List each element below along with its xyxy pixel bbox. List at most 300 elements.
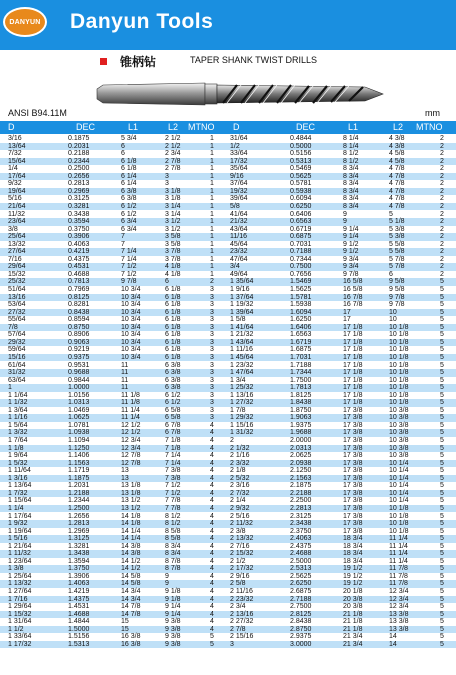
table-cell: 2 7/8 — [165, 157, 181, 165]
table-cell: 5 — [440, 512, 444, 520]
table-row — [0, 362, 456, 370]
table-cell: 9 — [343, 218, 347, 226]
table-cell: 10 3/4 — [121, 316, 141, 324]
table-cell: 2 11/16 — [230, 588, 253, 595]
table-cell: 20 3/8 — [343, 603, 363, 611]
table-cell: 0.4688 — [68, 270, 90, 278]
table-cell: 5 — [389, 210, 393, 218]
table-cell: 49/64 — [230, 270, 248, 278]
table-cell: 63/64 — [8, 376, 26, 384]
table-cell: 15/64 — [8, 157, 26, 165]
table-cell: 2 — [440, 135, 444, 142]
table-cell: 14 — [389, 633, 397, 641]
table-cell: 10 3/8 — [389, 406, 409, 414]
table-cell: 7 1/4 — [121, 255, 137, 263]
table-cell: 13 — [121, 467, 129, 475]
table-cell: 5 — [440, 474, 444, 482]
table-row — [0, 573, 456, 581]
table-row — [0, 505, 456, 513]
table-cell: 5 — [440, 610, 444, 618]
table-cell: 11 — [121, 369, 129, 377]
table-cell: 2 3/32 — [230, 459, 250, 467]
table-cell: 1.9063 — [290, 414, 312, 422]
table-cell: 5 — [440, 346, 444, 354]
table-cell: 2 — [440, 270, 444, 278]
table-cell: 4 5/8 — [389, 157, 405, 165]
table-cell: 9 5/8 — [389, 286, 405, 293]
table-row — [0, 384, 456, 392]
table-cell: 8 5/8 — [165, 535, 181, 543]
table-cell: 5 3/8 — [389, 233, 405, 241]
table-cell: 10 1/4 — [389, 489, 409, 497]
table-cell: 10 1/4 — [389, 459, 409, 467]
table-cell: 27/64 — [8, 248, 26, 256]
table-cell: 5 — [440, 580, 444, 588]
col-header-d-2: D — [233, 122, 240, 132]
table-cell: 4 — [210, 603, 214, 611]
table-cell: 2 5/8 — [230, 580, 246, 588]
table-cell: 1.6250 — [290, 316, 312, 324]
table-cell: 1 11/64 — [8, 467, 31, 475]
table-cell: 2.2813 — [290, 504, 312, 512]
table-cell: 1.8438 — [290, 399, 312, 407]
table-cell: 2.5313 — [290, 565, 312, 573]
table-cell: 1.5156 — [68, 633, 90, 641]
table-cell: 5/8 — [230, 202, 240, 210]
table-cell: 6 1/8 — [165, 316, 181, 324]
table-cell: 14 3/4 — [121, 588, 141, 595]
table-row — [0, 241, 456, 249]
table-cell: 11/32 — [8, 210, 25, 218]
table-cell: 3 — [210, 361, 214, 369]
table-cell: 0.5781 — [290, 180, 312, 188]
table-cell: 10 1/8 — [389, 391, 409, 399]
table-cell: 2.4063 — [290, 535, 312, 543]
table-cell: 9 3/8 — [165, 625, 181, 633]
table-cell: 31/32 — [8, 369, 26, 377]
table-cell: 17 1/8 — [343, 384, 363, 392]
table-cell: 4 — [210, 550, 214, 558]
table-row — [0, 520, 456, 528]
table-cell: 1 1/4 — [8, 504, 24, 512]
table-cell: 0.7344 — [290, 255, 312, 263]
table-cell: 2 1/8 — [230, 467, 246, 475]
table-cell: 1 25/64 — [8, 572, 32, 580]
table-row — [0, 294, 456, 302]
table-row — [0, 429, 456, 437]
table-cell: 7 — [121, 233, 125, 241]
table-cell: 1 7/16 — [8, 595, 28, 603]
table-cell: 5 — [440, 504, 444, 512]
table-cell: 2.2500 — [290, 497, 312, 505]
brand-name: Danyun Tools — [70, 10, 214, 33]
table-cell: 3 1/4 — [165, 202, 181, 210]
table-cell: 6 1/8 — [121, 157, 137, 165]
table-cell: 4 — [210, 467, 214, 475]
table-cell: 1.2656 — [68, 512, 90, 520]
table-cell: 2 23/32 — [230, 595, 254, 603]
table-cell: 21 3/4 — [343, 640, 363, 648]
table-cell: 1.4844 — [68, 618, 90, 626]
table-cell: 1 5/32 — [8, 459, 28, 467]
table-cell: 1.1875 — [68, 474, 90, 482]
table-cell: 1 5/16 — [8, 535, 28, 543]
table-cell: 17 3/8 — [343, 414, 363, 422]
table-cell: 1 7/64 — [8, 437, 28, 444]
table-row — [0, 195, 456, 203]
table-cell: 6 1/2 — [121, 202, 137, 210]
table-cell: 1 25/32 — [230, 384, 254, 392]
table-cell: 7 3/8 — [165, 467, 181, 475]
table-row — [0, 263, 456, 271]
table-cell: 9 — [343, 210, 347, 218]
unit-label: mm — [425, 108, 440, 118]
table-cell: 14 3/8 — [121, 550, 141, 558]
table-cell: 2 — [440, 157, 444, 165]
table-cell: 3 1/8 — [165, 187, 181, 195]
table-cell: 0.6406 — [290, 210, 312, 218]
table-cell: 2 — [440, 233, 444, 241]
table-cell: 7 1/2 — [121, 263, 137, 271]
table-row — [0, 513, 456, 521]
table-cell: 0.2813 — [68, 180, 90, 188]
table-cell: 2 1/32 — [230, 444, 250, 452]
table-cell: 1.4375 — [68, 595, 90, 603]
table-cell: 1 21/32 — [230, 331, 254, 339]
table-row — [0, 180, 456, 188]
table-cell: 9 — [165, 572, 169, 580]
table-cell: 21 3/4 — [343, 633, 363, 641]
page-title-cn: 锥柄钻 — [120, 55, 157, 69]
table-cell: 9 5/8 — [389, 278, 405, 286]
title-marker-icon — [100, 58, 107, 65]
table-cell: 1 3/64 — [8, 406, 28, 414]
table-cell: 6 3/8 — [165, 376, 181, 384]
table-cell: 10 3/8 — [389, 421, 409, 429]
table-cell: 4 1/8 — [165, 270, 181, 278]
table-cell: 1 21/64 — [8, 542, 32, 550]
table-cell: 3 — [210, 338, 214, 346]
table-cell: 1 9/16 — [230, 286, 250, 293]
table-cell: 1 19/64 — [8, 527, 32, 535]
table-cell: 9 1/2 — [343, 248, 359, 256]
table-cell: 1 5/8 — [230, 316, 246, 324]
table-cell: 6 3/8 — [121, 187, 137, 195]
table-cell: 5 7/8 — [389, 263, 405, 271]
table-cell: 1 — [210, 233, 214, 241]
table-cell: 1 — [210, 240, 214, 248]
table-cell: 3 — [210, 406, 214, 414]
table-cell: 2 — [230, 437, 234, 444]
table-cell: 4 — [210, 504, 214, 512]
table-cell: 17 3/8 — [343, 497, 363, 505]
table-cell: 2 — [440, 210, 444, 218]
table-cell: 3 7/8 — [165, 248, 181, 256]
table-row — [0, 324, 456, 332]
table-cell: 1.0938 — [68, 429, 90, 437]
table-cell: 4 — [210, 520, 214, 528]
table-cell: 1 15/32 — [8, 610, 32, 618]
table-cell: 1 27/64 — [8, 588, 32, 595]
table-cell: 6 1/8 — [165, 353, 181, 361]
table-row — [0, 173, 456, 181]
table-cell: 10 3/8 — [389, 437, 409, 444]
table-cell: 19/64 — [8, 187, 26, 195]
table-cell: 8 3/4 — [343, 202, 359, 210]
table-cell: 2 1/2 — [165, 135, 181, 142]
table-cell: 53/64 — [8, 301, 26, 309]
table-cell: 10 1/8 — [389, 353, 409, 361]
table-row — [0, 445, 456, 453]
table-cell: 1.1406 — [68, 452, 90, 460]
table-cell: 17 3/8 — [343, 459, 363, 467]
table-cell: 9 7/8 — [389, 293, 405, 301]
table-cell: 5 — [440, 633, 444, 641]
table-cell: 3 — [210, 323, 214, 331]
table-cell: 14 3/4 — [121, 595, 141, 603]
table-cell: 1 11/32 — [8, 550, 31, 558]
table-cell: 14 1/4 — [121, 535, 141, 543]
table-cell: 17 3/8 — [343, 512, 363, 520]
table-cell: 5 — [440, 421, 444, 429]
table-row — [0, 218, 456, 226]
table-cell: 3 — [210, 293, 214, 301]
table-row — [0, 535, 456, 543]
table-row — [0, 641, 456, 649]
table-cell: 6 3/4 — [121, 218, 137, 226]
table-cell: 3 1/4 — [165, 210, 181, 218]
table-cell: 7/32 — [8, 150, 22, 158]
table-cell: 1.3125 — [68, 535, 90, 543]
table-row — [0, 346, 456, 354]
table-cell: 0.2656 — [68, 172, 90, 180]
table-cell: 3 1/2 — [165, 218, 181, 226]
table-cell: 4 — [210, 610, 214, 618]
table-cell: 4 — [210, 572, 214, 580]
table-cell: 15 — [121, 618, 129, 626]
table-cell: 16 7/8 — [343, 293, 363, 301]
table-cell: 2.1563 — [290, 474, 312, 482]
table-cell: 5 — [440, 588, 444, 595]
table-cell: 1 5/64 — [8, 421, 28, 429]
table-cell: 1 3/16 — [8, 474, 28, 482]
table-cell: 1/4 — [8, 165, 18, 173]
table-row — [0, 135, 456, 143]
table-row — [0, 580, 456, 588]
table-cell: 10 1/8 — [389, 376, 409, 384]
table-cell: 1 47/64 — [230, 369, 254, 377]
table-cell: 17 3/8 — [343, 482, 363, 490]
table-cell: 10 1/8 — [389, 346, 409, 354]
table-cell: 0.3906 — [68, 233, 90, 241]
table-cell: 9/16 — [230, 172, 244, 180]
table-cell: 19 1/2 — [343, 572, 363, 580]
table-cell: 17 1/8 — [343, 391, 363, 399]
table-cell: 10 3/8 — [389, 452, 409, 460]
table-row — [0, 497, 456, 505]
table-cell: 13/32 — [8, 240, 26, 248]
table-cell: 2 15/16 — [230, 633, 254, 641]
table-cell: 5 — [210, 633, 214, 641]
table-cell: 5 — [440, 640, 444, 648]
table-cell: 10 3/4 — [121, 346, 141, 354]
table-cell: 9 3/8 — [165, 633, 181, 641]
table-cell: 1.4063 — [68, 580, 90, 588]
table-cell: 4 — [210, 527, 214, 535]
table-cell: 43/64 — [230, 225, 248, 233]
table-cell: 10 1/8 — [389, 527, 409, 535]
table-cell: 7 — [121, 240, 125, 248]
table-cell: 8 3/4 — [165, 542, 181, 550]
table-row — [0, 309, 456, 317]
table-cell: 13 3/8 — [389, 610, 409, 618]
table-cell: 2 — [440, 263, 444, 271]
table-cell: 17 1/8 — [343, 338, 363, 346]
table-cell: 0.6250 — [290, 202, 312, 210]
table-cell: 6 1/2 — [165, 399, 181, 407]
table-cell: 1 — [210, 187, 214, 195]
table-cell: 17/64 — [8, 172, 26, 180]
table-cell: 3 — [230, 640, 234, 648]
table-cell: 3/4 — [230, 263, 240, 271]
table-cell: 5 — [440, 572, 444, 580]
table-cell: 20 1/8 — [343, 588, 363, 595]
table-cell: 0.3438 — [68, 210, 90, 218]
table-cell: 7 1/2 — [165, 489, 181, 497]
table-cell: 35/64 — [230, 165, 248, 173]
table-cell: 1.2344 — [68, 497, 90, 505]
table-cell: 1 1/16 — [8, 414, 28, 422]
table-cell: 3 — [210, 346, 214, 354]
col-header-l1-2: L1 — [348, 122, 359, 132]
table-cell: 7 1/4 — [165, 452, 181, 460]
table-cell: 5 — [440, 520, 444, 528]
table-cell: 8 1/2 — [165, 520, 181, 528]
table-cell: 7 1/4 — [165, 459, 181, 467]
table-cell: 6 — [165, 278, 169, 286]
table-cell: 16 5/8 — [343, 286, 363, 293]
table-cell: 2 — [440, 255, 444, 263]
table-cell: 1 29/32 — [230, 414, 254, 422]
table-cell: 1 — [210, 142, 214, 150]
table-row — [0, 226, 456, 234]
table-cell: 12 7/8 — [121, 459, 141, 467]
table-cell: 4 — [210, 421, 214, 429]
table-cell: 51/64 — [8, 286, 26, 293]
table-row — [0, 211, 456, 219]
table-cell: 1 3/8 — [8, 565, 24, 573]
table-cell: 10 3/4 — [121, 301, 141, 309]
table-row — [0, 369, 456, 377]
table-cell: 18 3/4 — [343, 542, 363, 550]
table-cell: 17 3/8 — [343, 452, 363, 460]
table-cell: 0.5469 — [290, 165, 312, 173]
table-cell: 6 — [389, 270, 393, 278]
table-cell: 5 — [440, 278, 444, 286]
table-cell: 1 29/64 — [8, 603, 32, 611]
table-cell: 3 — [165, 172, 169, 180]
table-cell: 5 3/8 — [389, 225, 405, 233]
table-cell: 9 1/4 — [165, 603, 181, 611]
table-cell: 13/64 — [8, 142, 26, 150]
table-row — [0, 558, 456, 566]
table-cell: 4 1/8 — [165, 263, 181, 271]
table-cell: 16 7/8 — [343, 301, 363, 309]
table-cell: 18 3/4 — [343, 535, 363, 543]
table-row — [0, 588, 456, 596]
table-cell: 0.8281 — [68, 301, 90, 309]
table-row — [0, 165, 456, 173]
table-cell: 9 1/8 — [165, 588, 181, 595]
table-cell: 1.2969 — [68, 527, 90, 535]
table-cell: 5 — [440, 369, 444, 377]
table-cell: 4 — [210, 512, 214, 520]
table-cell: 10 1/4 — [389, 482, 409, 490]
table-cell: 2 1/2 — [230, 557, 246, 565]
table-cell: 6 1/2 — [165, 391, 181, 399]
table-cell: 3 5/8 — [165, 233, 181, 241]
col-header-dec-1: DEC — [76, 122, 96, 132]
table-cell: 9 1/4 — [343, 225, 359, 233]
table-cell: 5 — [440, 338, 444, 346]
table-cell: 0.2500 — [68, 165, 90, 173]
table-cell: 5 — [440, 535, 444, 543]
table-cell: 4 — [210, 429, 214, 437]
table-cell: 2 1/2 — [165, 142, 181, 150]
table-cell: 31/64 — [230, 135, 248, 142]
table-cell: 18 3/4 — [343, 557, 363, 565]
table-cell: 17 1/8 — [343, 323, 363, 331]
table-cell: 6 1/8 — [121, 165, 137, 173]
table-cell: 6 7/8 — [165, 429, 181, 437]
table-cell: 5 — [440, 331, 444, 339]
table-cell: 1.3281 — [68, 542, 90, 550]
table-cell: 1 7/32 — [8, 489, 28, 497]
table-cell: 1 11/16 — [230, 346, 253, 354]
table-cell: 0.7188 — [290, 248, 312, 256]
table-row — [0, 278, 456, 286]
table-cell: 0.7813 — [68, 278, 90, 286]
table-cell: 4 — [210, 437, 214, 444]
table-cell: 0.4219 — [68, 248, 90, 256]
table-row — [0, 460, 456, 468]
table-cell: 1.6875 — [290, 346, 312, 354]
table-cell: 21 1/8 — [343, 610, 363, 618]
col-header-d-1: D — [8, 122, 15, 132]
table-row — [0, 150, 456, 158]
table-cell: 5 5/8 — [389, 240, 405, 248]
table-cell: 10 3/4 — [121, 331, 141, 339]
table-cell: 2 — [440, 187, 444, 195]
table-cell: 39/64 — [230, 195, 248, 203]
table-cell: 3 — [210, 376, 214, 384]
table-cell: 9 1/4 — [343, 233, 359, 241]
table-cell: 2 — [440, 218, 444, 226]
table-cell: 2 17/32 — [230, 565, 254, 573]
table-cell: 4 — [210, 625, 214, 633]
table-cell: 11 1/4 — [389, 535, 408, 543]
table-cell: 12 3/4 — [389, 603, 409, 611]
table-cell: 10 3/4 — [121, 323, 141, 331]
table-cell: 1 23/64 — [8, 557, 32, 565]
table-cell: 15 — [121, 625, 129, 633]
table-cell: 2 3/4 — [230, 603, 246, 611]
table-cell: 1.5000 — [68, 625, 90, 633]
table-cell: 8 3/4 — [343, 180, 359, 188]
table-cell: 17 1/8 — [343, 369, 363, 377]
table-cell: 10 — [389, 316, 397, 324]
table-cell: 7 1/8 — [165, 437, 181, 444]
